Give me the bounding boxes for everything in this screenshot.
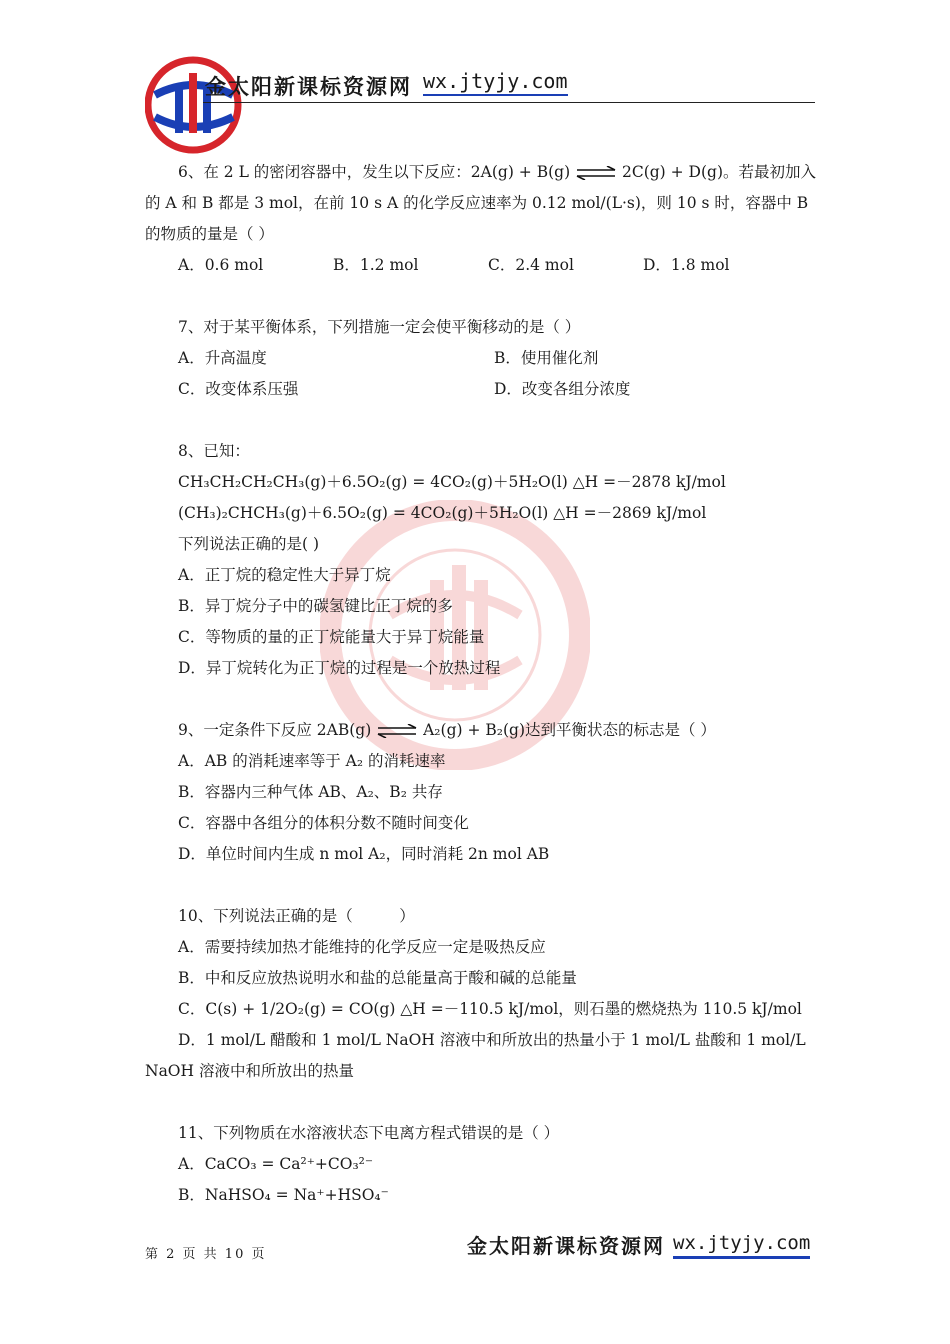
question-11 xyxy=(145,1118,810,1211)
q10-option-d-continued: NaOH 溶液中和所放出的热量 xyxy=(145,1062,354,1080)
spacer xyxy=(145,405,810,436)
q6-option-d[interactable]: D．1.8 mol xyxy=(643,256,730,274)
q8-option-c[interactable]: C．等物质的量的正丁烷能量大于异丁烷能量 xyxy=(178,628,485,646)
q6-options xyxy=(145,250,810,281)
q8-option-b[interactable]: B．异丁烷分子中的碳氢键比正丁烷的多 xyxy=(178,597,453,615)
q7-option-a[interactable]: A．升高温度 xyxy=(178,349,267,367)
q10-option-c[interactable]: C．C(s) + 1/2O₂(g) = CO(g) △H =－110.5 kJ/mol，则石墨的燃烧热为 110.5 kJ/mol xyxy=(178,1000,802,1018)
header-brand: 金太阳新课标资源网 xyxy=(205,74,412,99)
q9-stem-part1: 9、一定条件下反应 2AB(g) xyxy=(178,721,377,739)
q8-equation-2: (CH₃)₂CHCH₃(g)＋6.5O₂(g) = 4CO₂(g)＋5H₂O(l) △H =－2869 kJ/mol xyxy=(178,504,707,522)
q9-stem-part2: A₂(g) + B₂(g)达到平衡状态的标志是（ ） xyxy=(418,721,716,739)
question-9 xyxy=(145,715,810,870)
question-6 xyxy=(145,157,816,281)
q7-option-c[interactable]: C．改变体系压强 xyxy=(178,380,299,398)
q7-option-d[interactable]: D．改变各组分浓度 xyxy=(494,380,631,398)
q10-stem: 10、下列说法正确的是（ ） xyxy=(178,907,415,925)
q6-option-b[interactable]: B．1.2 mol xyxy=(333,256,419,274)
q6-stem-part2: 2C(g) + D(g)。若最初加入 xyxy=(617,163,816,181)
spacer xyxy=(145,684,810,715)
q11-option-a[interactable]: A．CaCO₃ = Ca²⁺+CO₃²⁻ xyxy=(178,1155,374,1173)
q11-stem: 11、下列物质在水溶液状态下电离方程式错误的是（ ） xyxy=(178,1124,560,1142)
q9-option-a[interactable]: A．AB 的消耗速率等于 A₂ 的消耗速率 xyxy=(178,752,446,770)
q7-options-row1 xyxy=(145,343,810,374)
page-number: 第 2 页 共 10 页 xyxy=(145,1247,267,1262)
q10-option-d[interactable]: D．1 mol/L 醋酸和 1 mol/L NaOH 溶液中和所放出的热量小于 1 mol/L 盐酸和 1 mol/L xyxy=(178,1031,806,1049)
question-8 xyxy=(145,436,810,684)
equilibrium-arrow-icon xyxy=(376,724,418,738)
q6-option-a[interactable]: A．0.6 mol xyxy=(178,256,264,274)
spacer xyxy=(145,1087,810,1118)
header-site-link[interactable]: wx.jtyjy.com xyxy=(423,69,568,96)
q7-options-row2 xyxy=(145,374,810,405)
question-10 xyxy=(145,901,810,1087)
q10-option-b[interactable]: B．中和反应放热说明水和盐的总能量高于酸和碱的总能量 xyxy=(178,969,577,987)
q8-stem: 8、已知： xyxy=(178,442,250,460)
page-header xyxy=(145,55,815,155)
q9-stem xyxy=(145,715,810,746)
q8-prompt: 下列说法正确的是( ) xyxy=(178,535,320,553)
question-7 xyxy=(145,312,810,405)
q9-option-d[interactable]: D．单位时间内生成 n mol A₂，同时消耗 2n mol AB xyxy=(178,845,550,863)
footer-brand: 金太阳新课标资源网 xyxy=(467,1234,665,1258)
q6-option-c[interactable]: C．2.4 mol xyxy=(488,256,574,274)
q8-option-a[interactable]: A．正丁烷的稳定性大于异丁烷 xyxy=(178,566,391,584)
equilibrium-arrow-icon xyxy=(575,166,617,180)
q8-equation-1: CH₃CH₂CH₂CH₃(g)＋6.5O₂(g) = 4CO₂(g)＋5H₂O(l) △H =－2878 kJ/mol xyxy=(178,473,726,491)
q9-option-b[interactable]: B．容器内三种气体 AB、A₂、B₂ 共存 xyxy=(178,783,443,801)
q7-stem: 7、对于某平衡体系，下列措施一定会使平衡移动的是（ ） xyxy=(178,318,581,336)
q9-option-c[interactable]: C．容器中各组分的体积分数不随时间变化 xyxy=(178,814,469,832)
header-rule xyxy=(203,102,815,103)
spacer xyxy=(145,281,810,312)
spacer xyxy=(145,870,810,901)
q11-option-b[interactable]: B．NaHSO₄ = Na⁺+HSO₄⁻ xyxy=(178,1186,389,1204)
q6-stem-line3: 的物质的量是（ ） xyxy=(145,225,274,243)
q6-stem-line2: 的 A 和 B 都是 3 mol，在前 10 s A 的化学反应速率为 0.12 mol/(L·s)，则 10 s 时，容器中 B xyxy=(145,194,809,212)
q7-option-b[interactable]: B．使用催化剂 xyxy=(494,349,599,367)
footer-site-link[interactable]: wx.jtyjy.com xyxy=(673,1232,810,1259)
q6-stem-line1 xyxy=(145,157,816,188)
exam-content xyxy=(145,157,816,1211)
jty-logo-icon xyxy=(145,55,245,155)
q6-stem-part1: 6、在 2 L 的密闭容器中，发生以下反应：2A(g) + B(g) xyxy=(178,163,576,181)
q10-option-a[interactable]: A．需要持续加热才能维持的化学反应一定是吸热反应 xyxy=(178,938,546,956)
q8-option-d[interactable]: D．异丁烷转化为正丁烷的过程是一个放热过程 xyxy=(178,659,501,677)
